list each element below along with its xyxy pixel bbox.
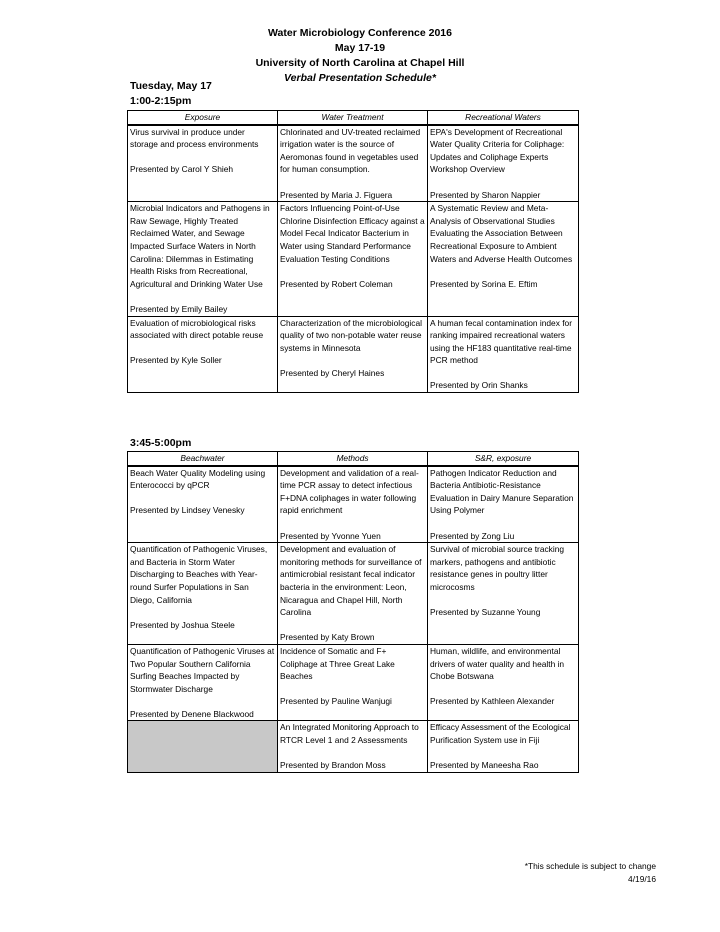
schedule-subtitle: Verbal Presentation Schedule*: [284, 72, 436, 84]
presentation-title: Quantification of Pathogenic Viruses at Two Popular Southern California Surfing Beaches Impacted by Stormwater Discharge: [130, 645, 275, 694]
column-header: Exposure: [128, 111, 278, 125]
presentation-title: A Systematic Review and Meta-Analysis of Observational Studies Evaluating the Association Between Recreational Exposure to Ambient Waters and Adverse Health Outcomes: [430, 203, 573, 264]
presenter: Presented by Yvonne Yuen: [280, 530, 381, 541]
presentation-title: Virus survival in produce under storage and process environments: [130, 126, 259, 150]
presentation-title: EPA's Development of Recreational Water Quality Criteria for Coliphage: Updates and Coliphage Experts Workshop Overview: [430, 126, 565, 175]
presentation-title: Incidence of Somatic and F+ Coliphage at Three Great Lake Beaches: [280, 645, 395, 682]
presentation-title: Factors Influencing Point-of-Use Chlorine Disinfection Efficacy against a Model Fecal Indicator Bacterium in Water using Standard Performance Evaluation Testing Conditions: [280, 203, 425, 264]
presentation-cell: [278, 644, 428, 721]
presenter: Presented by Zong Liu: [430, 530, 515, 541]
presenter: Presented by Robert Coleman: [280, 278, 393, 289]
empty-cell: [128, 721, 278, 772]
presentation-title: Pathogen Indicator Reduction and Bacteria Antibiotic-Resistance Evaluation in Dairy Manure Separation Using Polymer: [430, 467, 574, 516]
column-header: Beachwater: [128, 452, 278, 466]
presentation-title: Development and evaluation of monitoring methods for surveillance of antimicrobial resistant fecal indicator bacteria in the environment: Leon, Nicaragua and Chapel Hill, North Carolina: [280, 544, 422, 618]
column-header: Water Treatment: [278, 111, 428, 125]
presentation-cell: [278, 316, 428, 393]
presentation-cell: [428, 125, 579, 202]
presentation-cell: [278, 125, 428, 202]
presentation-cell: [128, 316, 278, 393]
presentation-title: Characterization of the microbiological quality of two non-potable water reuse systems in Minnesota: [280, 317, 422, 353]
presentation-cell: [278, 543, 428, 645]
day-heading: Tuesday, May 17: [130, 80, 212, 92]
presenter: Presented by Suzanne Young: [430, 607, 541, 618]
presentation-title: Chlorinated and UV-treated reclaimed irrigation water is the source of Aeromonas found in vegetables used for human consumption.: [280, 126, 421, 175]
table-row: [128, 543, 579, 645]
table-row: [128, 721, 579, 772]
presentation-title: Human, wildlife, and environmental drivers of water quality and health in Chobe Botswana: [430, 645, 565, 682]
presentation-title: Beach Water Quality Modeling using Enterococci by qPCR: [130, 467, 266, 491]
presenter: Presented by Pauline Wanjugi: [280, 696, 392, 707]
presentation-title: Evaluation of microbiological risks associated with direct potable reuse: [130, 317, 264, 341]
presentation-cell: [428, 721, 579, 772]
footer-date: 4/19/16: [628, 874, 656, 884]
presentation-cell: [128, 644, 278, 721]
presentation-cell: [428, 202, 579, 316]
footer: [525, 860, 656, 886]
page-header: [0, 26, 720, 86]
session2-time: 3:45-5:00pm: [130, 437, 192, 449]
presentation-cell: [128, 125, 278, 202]
footer-note: *This schedule is subject to change: [524, 861, 656, 871]
presentation-cell: [428, 316, 579, 393]
presentation-title: Development and validation of a real-time PCR assay to detect infectious F+DNA coliphages in water following rapid enrichment: [280, 467, 419, 516]
presenter: Presented by Orin Shanks: [430, 380, 528, 391]
presentation-title: A human fecal contamination index for ranking impaired recreational waters using the HF183 quantitative real-time PCR method: [430, 317, 572, 366]
presentation-title: Efficacy Assessment of the Ecological Purification System use in Fiji: [430, 722, 571, 746]
presenter: Presented by Lindsey Venesky: [130, 505, 245, 516]
table-row: [128, 466, 579, 543]
presenter: Presented by Denene Blackwood: [130, 708, 254, 719]
session1-time: 1:00-2:15pm: [130, 95, 192, 107]
presentation-title: Survival of microbial source tracking markers, pathogens and antibiotic resistance genes in poultry litter microcosms: [430, 544, 565, 592]
presentation-cell: [428, 466, 579, 543]
presenter: Presented by Sharon Nappier: [430, 189, 541, 200]
presentation-cell: [428, 543, 579, 645]
presenter: Presented by Kyle Soller: [130, 355, 222, 366]
column-header: Methods: [278, 452, 428, 466]
column-header: S&R, exposure: [428, 452, 579, 466]
table-row: [128, 125, 579, 202]
conference-dates: May 17-19: [334, 42, 386, 54]
presenter: Presented by Katy Brown: [280, 632, 375, 643]
session1-table: [127, 110, 579, 393]
presentation-cell: [278, 466, 428, 543]
presentation-title: Microbial Indicators and Pathogens in Raw Sewage, Highly Treated Reclaimed Water, and Sewage Impacted Surface Waters in North Carolina: Dilemmas in Estimating Health Risks from Recreational, Agricultural and Drinking Water Use: [130, 203, 270, 289]
presentation-cell: [278, 721, 428, 772]
table-row: [128, 644, 579, 721]
presentation-cell: [428, 644, 579, 721]
presentation-title: An Integrated Monitoring Approach to RTCR Level 1 and 2 Assessments: [280, 722, 419, 746]
presentation-cell: [128, 543, 278, 645]
session2-table: [127, 451, 579, 773]
presenter: Presented by Sorina E. Eftim: [430, 278, 538, 289]
table-row: [128, 316, 579, 393]
presentation-title: Quantification of Pathogenic Viruses, and Bacteria in Storm Water Discharging to Beaches with Year-round Surfer Populations in San Diego, California: [130, 544, 268, 605]
presenter: Presented by Brandon Moss: [280, 760, 386, 771]
presenter: Presented by Carol Y Shieh: [130, 164, 234, 175]
conference-venue: University of North Carolina at Chapel Hill: [255, 57, 465, 69]
presenter: Presented by Cheryl Haines: [280, 367, 385, 378]
presentation-cell: [128, 466, 278, 543]
conference-title: Water Microbiology Conference 2016: [268, 27, 452, 39]
presentation-cell: [278, 202, 428, 316]
presenter: Presented by Joshua Steele: [130, 619, 235, 630]
presenter: Presented by Emily Bailey: [130, 303, 228, 314]
table-row: [128, 202, 579, 316]
column-header: Recreational Waters: [428, 111, 579, 125]
presenter: Presented by Maria J. Figuera: [280, 189, 393, 200]
presenter: Presented by Kathleen Alexander: [430, 696, 555, 707]
presentation-cell: [128, 202, 278, 316]
presenter: Presented by Maneesha Rao: [430, 760, 539, 771]
